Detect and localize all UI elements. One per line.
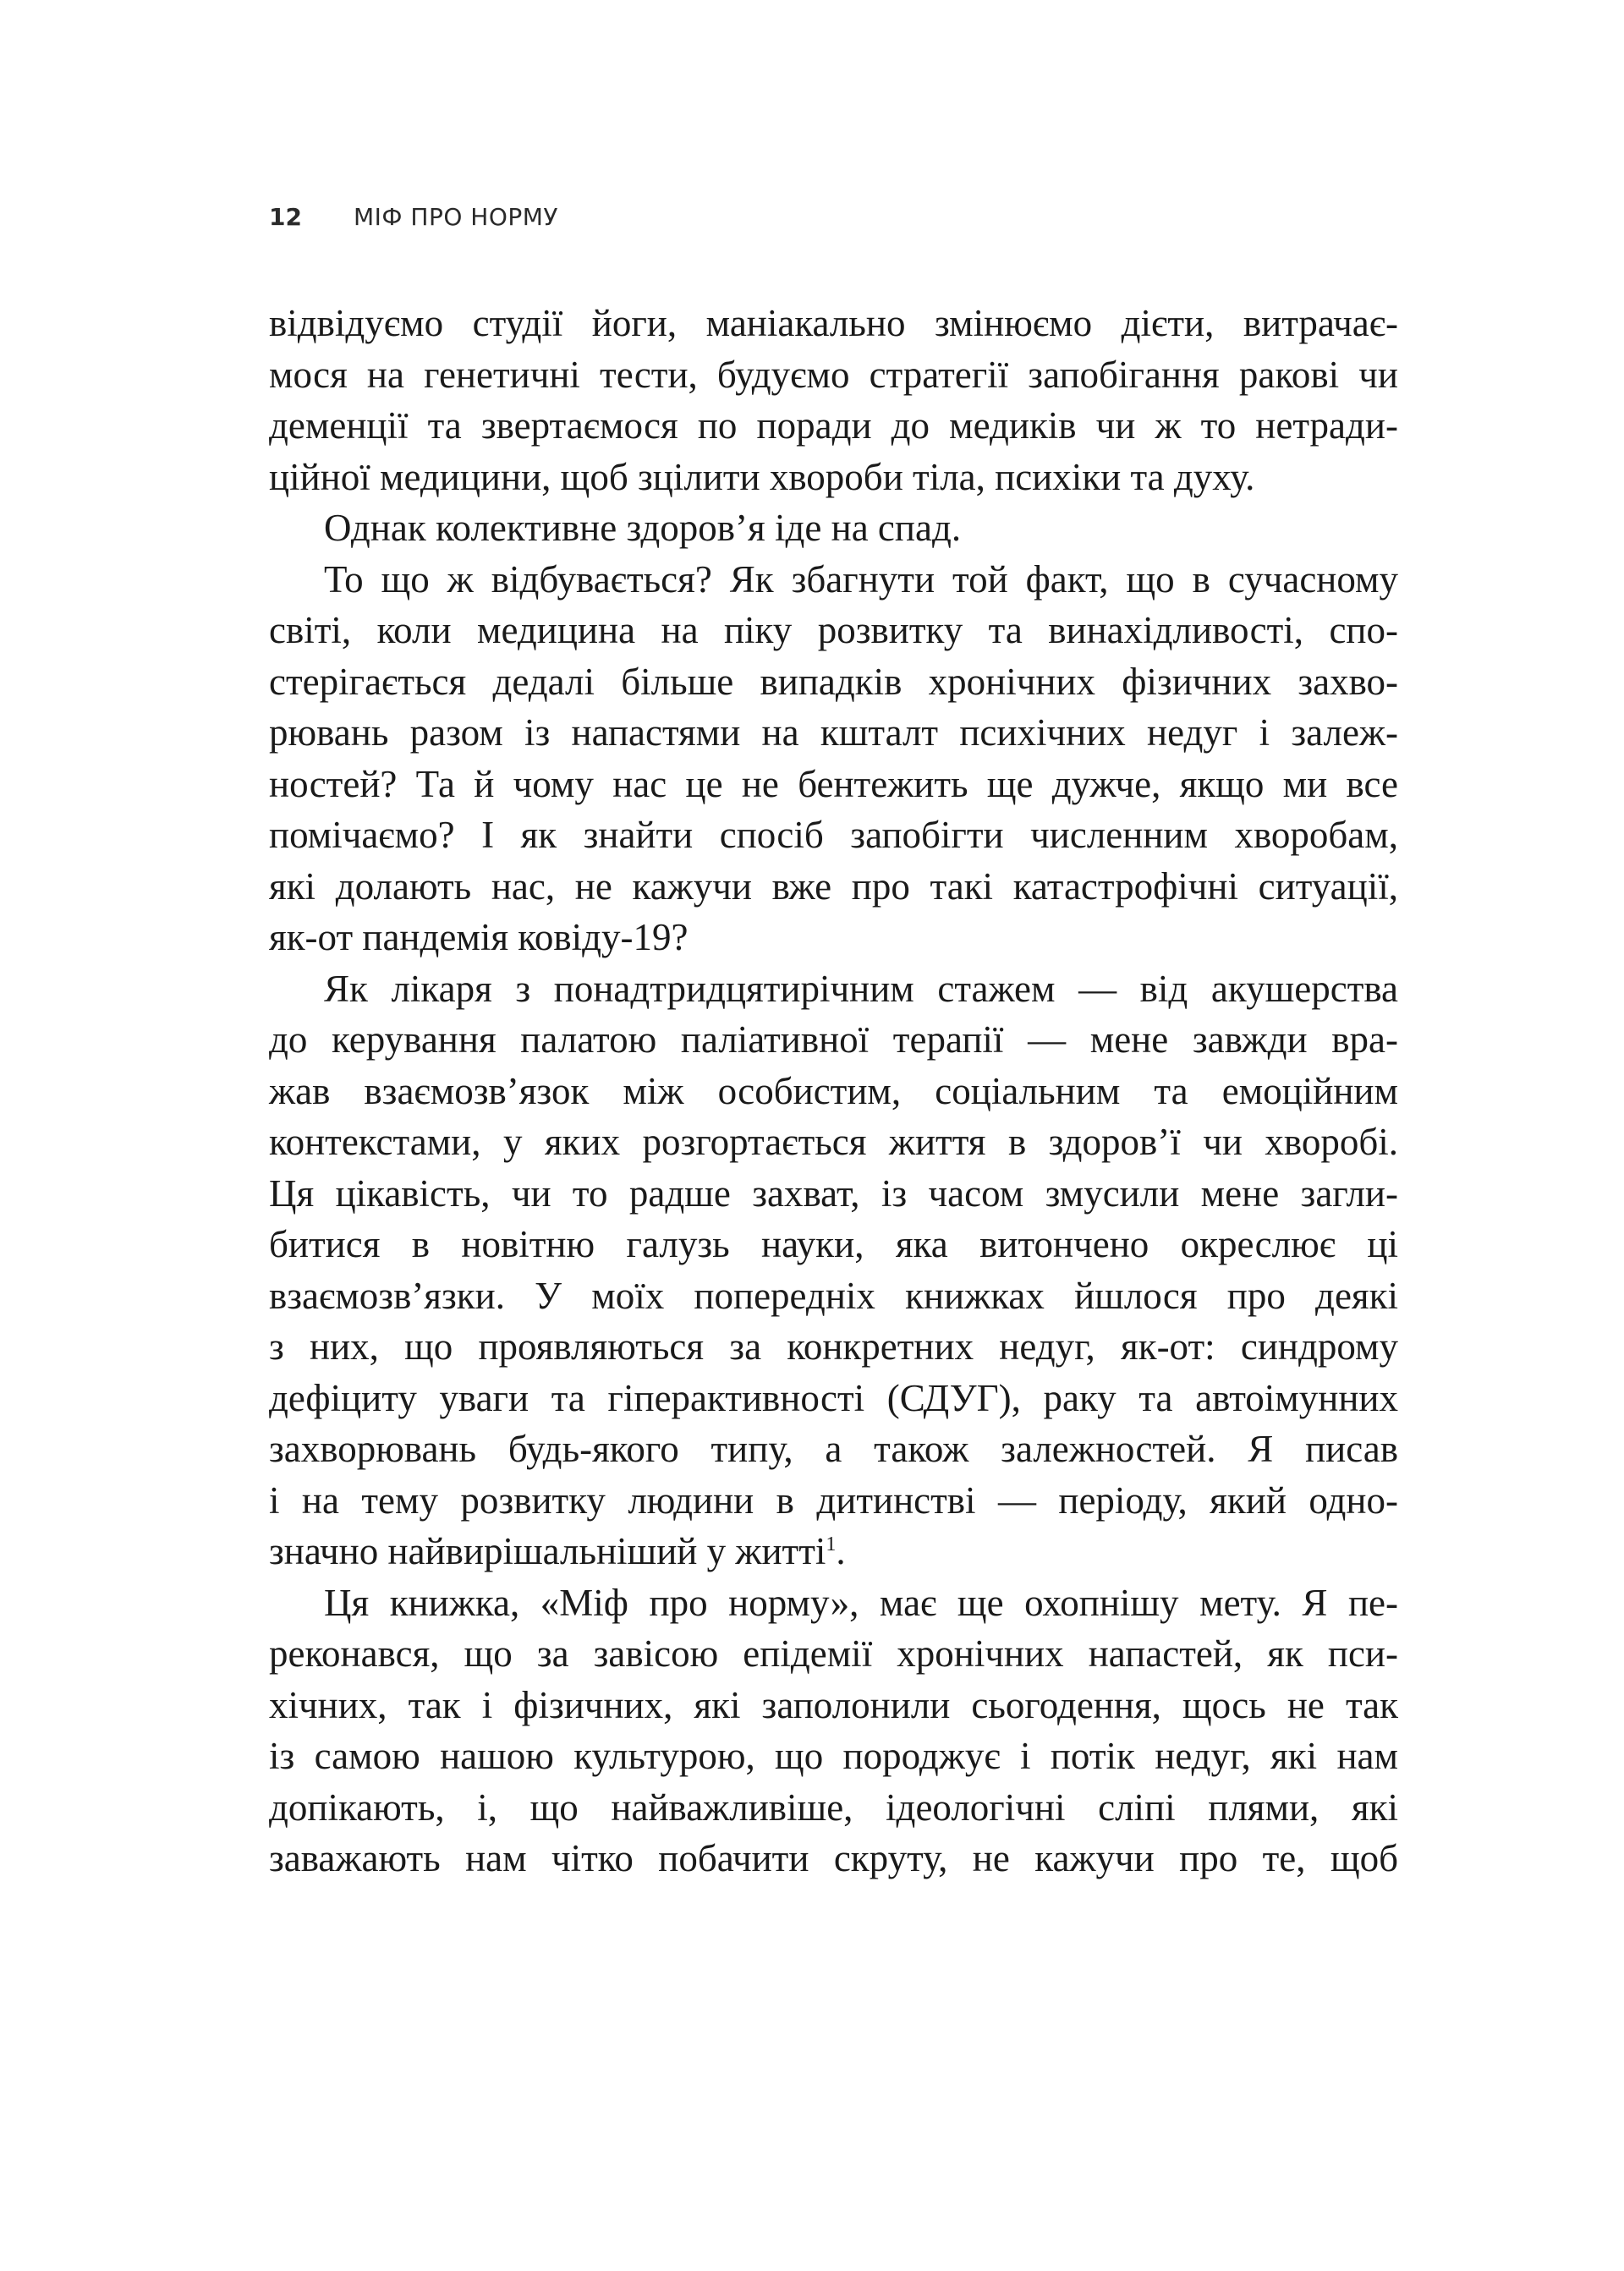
text-line: ностей? Та й чому нас це не бентежить ще дужче, якщо ми все bbox=[269, 762, 1398, 805]
text-line: заважають нам чітко побачити скруту, не кажучи про те, щоб bbox=[269, 1837, 1398, 1879]
text-line: Ця цікавість, чи то радше захват, із часом змусили мене загли- bbox=[269, 1171, 1398, 1215]
text-line: ційної медицини, щоб зцілити хвороби тіла, психіки та духу. bbox=[269, 455, 1255, 498]
text-line: які долають нас, не кажучи вже про такі катастрофічні ситуації, bbox=[269, 864, 1398, 908]
text-line: значно найвирішальніший у житті$^1$. bbox=[269, 1530, 846, 1572]
text-line: То що ж відбувається? Як збагнути той факт, що в сучасному bbox=[324, 557, 1398, 601]
text-line: Однак колективне здоров’я іде на спад. bbox=[324, 507, 962, 549]
page-number: 12 bbox=[269, 203, 302, 231]
text-line: із самою нашою культурою, що породжує і потік недуг, які нам bbox=[269, 1735, 1398, 1777]
text-line: стерігається дедалі більше випадків хронічних фізичних захво- bbox=[269, 660, 1398, 703]
text-line: допікають, і, що найважливіше, ідеологічні сліпі плями, які bbox=[269, 1786, 1398, 1829]
running-header bbox=[269, 203, 558, 231]
text-line: рювань разом із напастями на кшталт психічних недуг і залеж- bbox=[269, 711, 1398, 754]
running-title: МІФ ПРО НОРМУ bbox=[354, 203, 558, 231]
text-line: хічних, так і фізичних, які заполонили сьогодення, щось не так bbox=[269, 1683, 1398, 1726]
text-line: дефіциту уваги та гіперактивності (СДУГ), раку та автоімунних bbox=[269, 1376, 1398, 1419]
text-line: з них, що проявляються за конкретних недуг, як-от: синдрому bbox=[269, 1325, 1398, 1368]
text-line: мося на генетичні тести, будуємо стратегії запобігання ракові чи bbox=[269, 353, 1398, 396]
text-line: жав взаємозв’язок між особистим, соціальним та емоційним bbox=[269, 1069, 1398, 1112]
text-line: світі, коли медицина на піку розвитку та винахідливості, спо- bbox=[269, 609, 1398, 651]
text-line: відвідуємо студії йоги, маніакально змінюємо дієти, витрачає- bbox=[269, 302, 1398, 344]
text-line: взаємозв’язки. У моїх попередніх книжках йшлося про деякі bbox=[269, 1274, 1398, 1317]
text-line: Як лікаря з понадтридцятирічним стажем — від акушерства bbox=[324, 967, 1398, 1010]
text-line: деменції та звертаємося по поради до медиків чи ж то нетради- bbox=[269, 404, 1398, 447]
text-line: контекстами, у яких розгортається життя в здоров’ї чи хворобі. bbox=[269, 1121, 1398, 1163]
text-line: реконався, що за завісою епідемії хронічних напастей, як пси- bbox=[269, 1632, 1398, 1675]
text-line: захворювань будь-якого типу, а також залежностей. Я писав bbox=[269, 1428, 1398, 1470]
text-line: Ця книжка, «Міф про норму», має ще охопнішу мету. Я пе- bbox=[324, 1581, 1398, 1624]
footnote-marker: 1 bbox=[826, 1533, 837, 1555]
text-line: битися в новітню галузь науки, яка витончено окреслює ці bbox=[269, 1223, 1398, 1265]
text-line: помічаємо? І як знайти спосіб запобігти численним хворобам, bbox=[269, 814, 1398, 856]
text-line: до керування палатою паліативної терапії — мене завжди вра- bbox=[269, 1018, 1398, 1061]
text-line: як-от пандемія ковіду-19? bbox=[269, 916, 689, 958]
text-line: і на тему розвитку людини в дитинстві — періоду, який одно- bbox=[269, 1478, 1398, 1522]
body-text bbox=[269, 298, 1398, 1884]
